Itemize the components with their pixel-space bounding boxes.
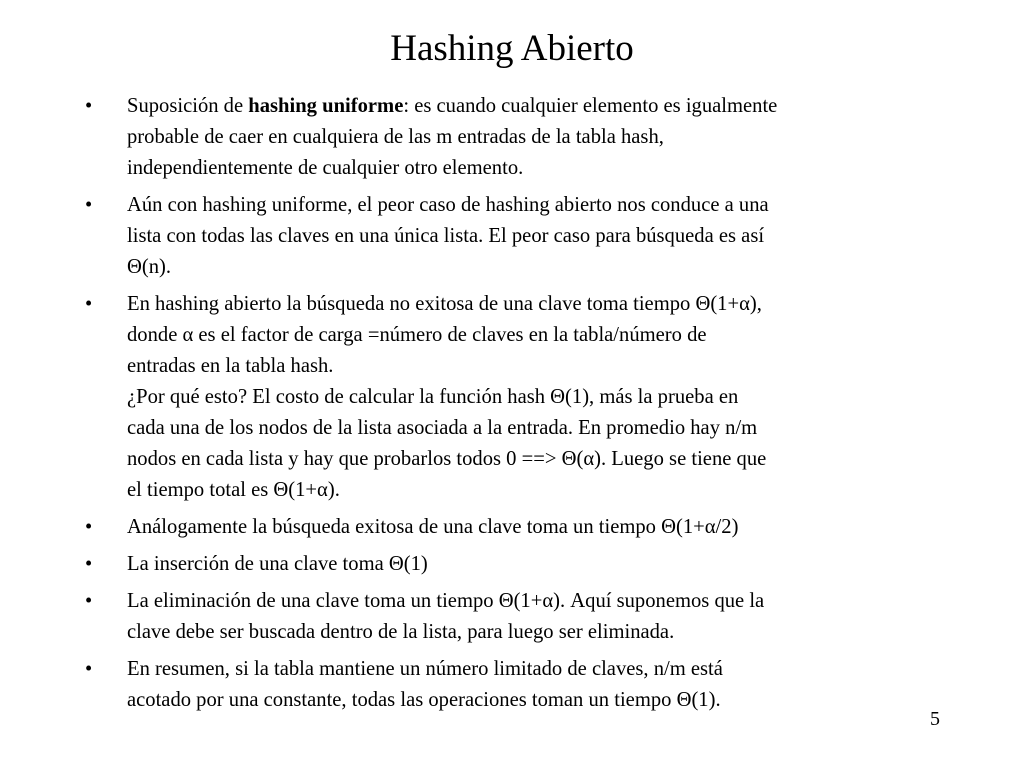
text-prefix: Suposición de (127, 95, 249, 117)
bullet-marker: • (85, 293, 93, 315)
bullet-marker: • (85, 658, 93, 680)
bullet-marker: • (85, 553, 93, 575)
bullet-text (127, 549, 964, 580)
bullet-text-line: probable de caer en cualquiera de las m entradas de la tabla hash, (127, 126, 664, 148)
bullet-text-line: nodos en cada lista y hay que probarlos todos 0 ==> Θ(α). Luego se tiene que (127, 448, 767, 470)
bullet-text-line: La inserción de una clave toma Θ(1) (127, 553, 428, 575)
bullet-text-line: donde α es el factor de carga =número de claves en la tabla/número de (127, 324, 707, 346)
bullet-text-line: La eliminación de una clave toma un tiempo Θ(1+α). Aquí suponemos que la (127, 590, 765, 612)
bullet-text (127, 512, 964, 543)
bullet-text-line: independientemente de cualquier otro elemento. (127, 157, 524, 179)
bullet-item (84, 586, 964, 648)
bullet-text (127, 654, 964, 716)
slide-title: Hashing Abierto (390, 28, 634, 69)
bullet-text-line: ¿Por qué esto? El costo de calcular la función hash Θ(1), más la prueba en (127, 386, 739, 408)
bullet-text (127, 289, 964, 506)
bullet-text-line: En hashing abierto la búsqueda no exitosa de una clave toma tiempo Θ(1+α), (127, 293, 762, 315)
bullet-text-line: Aún con hashing uniforme, el peor caso de hashing abierto nos conduce a una (127, 194, 769, 216)
bullet-marker: • (85, 194, 93, 216)
bullet-text-line: entradas en la tabla hash. (127, 355, 334, 377)
bullet-list (84, 91, 964, 722)
bullet-text-line: Análogamente la búsqueda exitosa de una clave toma un tiempo Θ(1+α/2) (127, 516, 739, 538)
text-suffix: : es cuando cualquier elemento es igualmente (403, 95, 778, 117)
bold-term: hashing uniforme (248, 95, 404, 117)
bullet-text-line: acotado por una constante, todas las operaciones toman un tiempo Θ(1). (127, 689, 721, 711)
bullet-marker: • (85, 95, 93, 117)
bullet-item (84, 512, 964, 543)
bullet-text-line: cada una de los nodos de la lista asociada a la entrada. En promedio hay n/m (127, 417, 758, 439)
bullet-text-line: el tiempo total es Θ(1+α). (127, 479, 340, 501)
bullet-marker: • (85, 516, 93, 538)
bullet-item (84, 91, 964, 184)
bullet-text-line: lista con todas las claves en una única lista. El peor caso para búsqueda es así (127, 225, 765, 247)
bullet-item (84, 190, 964, 283)
bullet-item (84, 654, 964, 716)
bullet-text (127, 190, 964, 283)
bullet-text-line: Θ(n). (127, 256, 172, 278)
bullet-text (127, 586, 964, 648)
bullet-text-line: clave debe ser buscada dentro de la lista, para luego ser eliminada. (127, 621, 675, 643)
bullet-text (127, 91, 964, 184)
bullet-text-line: En resumen, si la tabla mantiene un número limitado de claves, n/m está (127, 658, 723, 680)
bullet-marker: • (85, 590, 93, 612)
bullet-item (84, 289, 964, 506)
bullet-text-line (127, 91, 964, 122)
bullet-item (84, 549, 964, 580)
page-number: 5 (930, 708, 940, 730)
